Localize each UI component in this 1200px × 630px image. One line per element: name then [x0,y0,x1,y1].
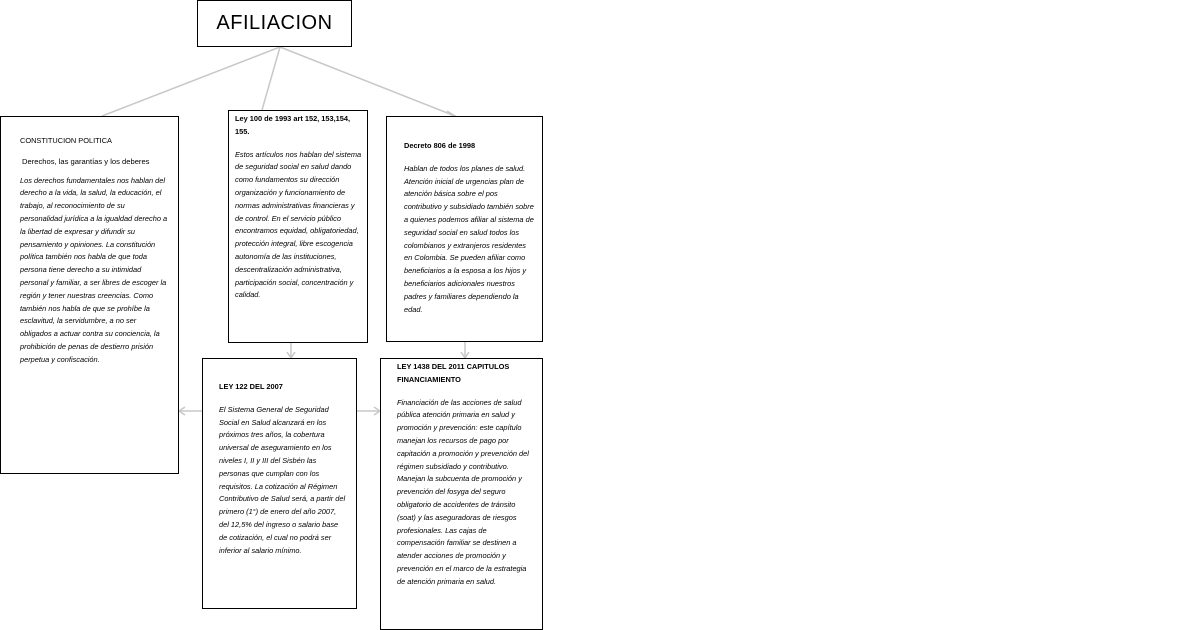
card-body: Estos artículos nos hablan del sistema de seguridad social en salud dando como fundamentos su dirección organización y funcionamiento de normas administrativas financieras y de control. En el servicio público encontramos equidad, obligatoriedad, protección integral, libre escogencia autonomía de las instituciones, descentralización administrativa, participación social, concentración y calidad. [235,149,362,300]
connector-title-ley100 [262,47,280,110]
connector-title-constitucion [102,47,280,116]
card-ley100 [228,110,368,343]
card-body: Financiación de las acciones de salud pública atención primaria en salud y promoción y prevención: este capítulo manejan los recursos de pago por capitación a promoción y prevención del régimen subsidiado y contributivo. Manejan la subcuenta de promoción y prevención del fosyga del seguro obligatorio de accidentes de tránsito (soat) y las aseguradoras de riesgos profesionales. Las cajas de compensación familiar se destinen a atender acciones de promoción y prevención en el marco de la estrategia de atención primaria en salud. [397,397,529,586]
card-heading: LEY 1438 DEL 2011 CAPITULOS FINANCIAMIENTO [397,362,510,384]
card-body: Hablan de todos los planes de salud. Atención inicial de urgencias plan de atención básica sobre el pos contributivo y subsidiado también sobre a quienes podemos afiliar al sistema de seguridad social en salud todos los colombianos y extranjeros residentes en Colombia. Se pueden afiliar como beneficiarios a la esposa a los hijos y beneficiarios adicionales nuestros padres y familiares dependiendo la edad. [404,163,534,314]
card-ley122 [202,358,357,609]
card-ley1438 [380,358,543,630]
card-heading: CONSTITUCION POLITICA [20,136,112,145]
card-body: El Sistema General de Seguridad Social en Salud alcanzará en los próximos tres años, la cobertura universal de aseguramiento en los niveles I, II y III del Sisbén las personas que cumplan con los requisitos. La cotización al Régimen Contributivo de Salud será, a partir del primero (1°) de enero del año 2007, del 12,5% del ingreso o salario base de cotización, el cual no podrá ser inferior al salario mínimo. [219,404,346,555]
diagram-title: AFILIACION [216,12,333,34]
card-body: Los derechos fundamentales nos hablan del derecho a la vida, la salud, la educación, el trabajo, al reconocimiento de su personalidad jurídica a la igualdad derecho a la libertad de expresar y difundir su pensamiento y opiniones. La constitución política también nos habla de que toda persona tiene derecho a su intimidad personal y familiar, a ser libres de escoger la región y tener nuestras creencias. Como también nos habla de que se prohíbe la esclavitud, la servidumbre, a no ser obligados a actuar contra su conciencia, la prohibición de penas de destierro prisión perpetua y confiscación. [20,175,168,364]
connector-title-decreto [280,47,455,116]
card-decreto806 [386,116,543,342]
card-heading: Ley 100 de 1993 art 152, 153,154, 155. [235,114,351,136]
card-heading: Decreto 806 de 1998 [404,141,476,150]
card-constitucion [0,116,179,474]
card-heading: LEY 122 DEL 2007 [219,382,283,391]
title-box [197,0,352,47]
card-subheading: Derechos, las garantías y los deberes [22,156,150,166]
